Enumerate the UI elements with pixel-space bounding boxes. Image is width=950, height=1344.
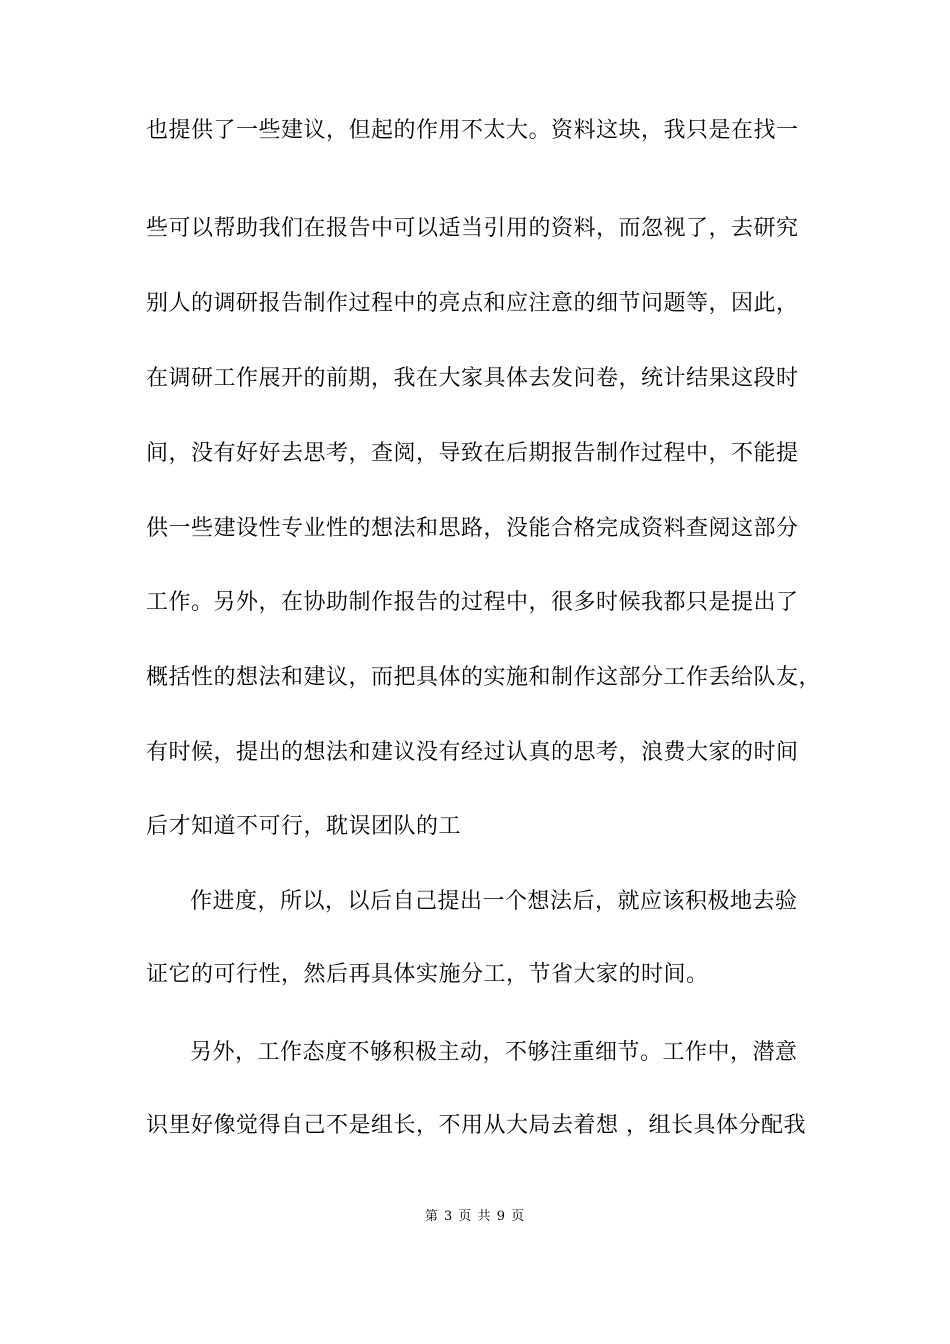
text-line: 识里好像觉得自己不是组长，不用从大局去着想 ，组长具体分配我	[146, 1113, 806, 1138]
text-line: 有时候，提出的想法和建议没有经过认真的思考，浪费大家的时间	[146, 740, 799, 765]
text-line: 些可以帮助我们在报告中可以适当引用的资料，而忽视了，去研究	[146, 216, 799, 241]
text-line: 证它的可行性，然后再具体实施分工，节省大家的时间。	[146, 962, 709, 987]
paragraph-first-line: 另外，工作态度不够积极主动，不够注重细节。工作中，潜意	[190, 1040, 798, 1065]
text-line: 别人的调研报告制作过程中的亮点和应注意的细节问题等，因此，	[146, 291, 799, 316]
text-line: 概括性的想法和建议，而把具体的实施和制作这部分工作丢给队友，	[146, 665, 822, 690]
page-number-footer: 第 3 页 共 9 页	[424, 1209, 526, 1224]
text-line: 供一些建设性专业性的想法和思路，没能合格完成资料查阅这部分	[146, 516, 799, 541]
paragraph-first-line: 作进度，所以，以后自己提出一个想法后，就应该积极地去验	[190, 889, 798, 914]
text-line: 间，没有好好去思考，查阅，导致在后期报告制作过程中，不能提	[146, 441, 799, 466]
text-line: 也提供了一些建议，但起的作用不太大。资料这块，我只是在找一	[146, 118, 799, 143]
text-line: 在调研工作展开的前期，我在大家具体去发问卷，统计结果这段时	[146, 366, 799, 391]
text-line: 工作。另外，在协助制作报告的过程中，很多时候我都只是提出了	[146, 590, 799, 615]
text-line: 后才知道不可行，耽误团队的工	[146, 814, 462, 839]
